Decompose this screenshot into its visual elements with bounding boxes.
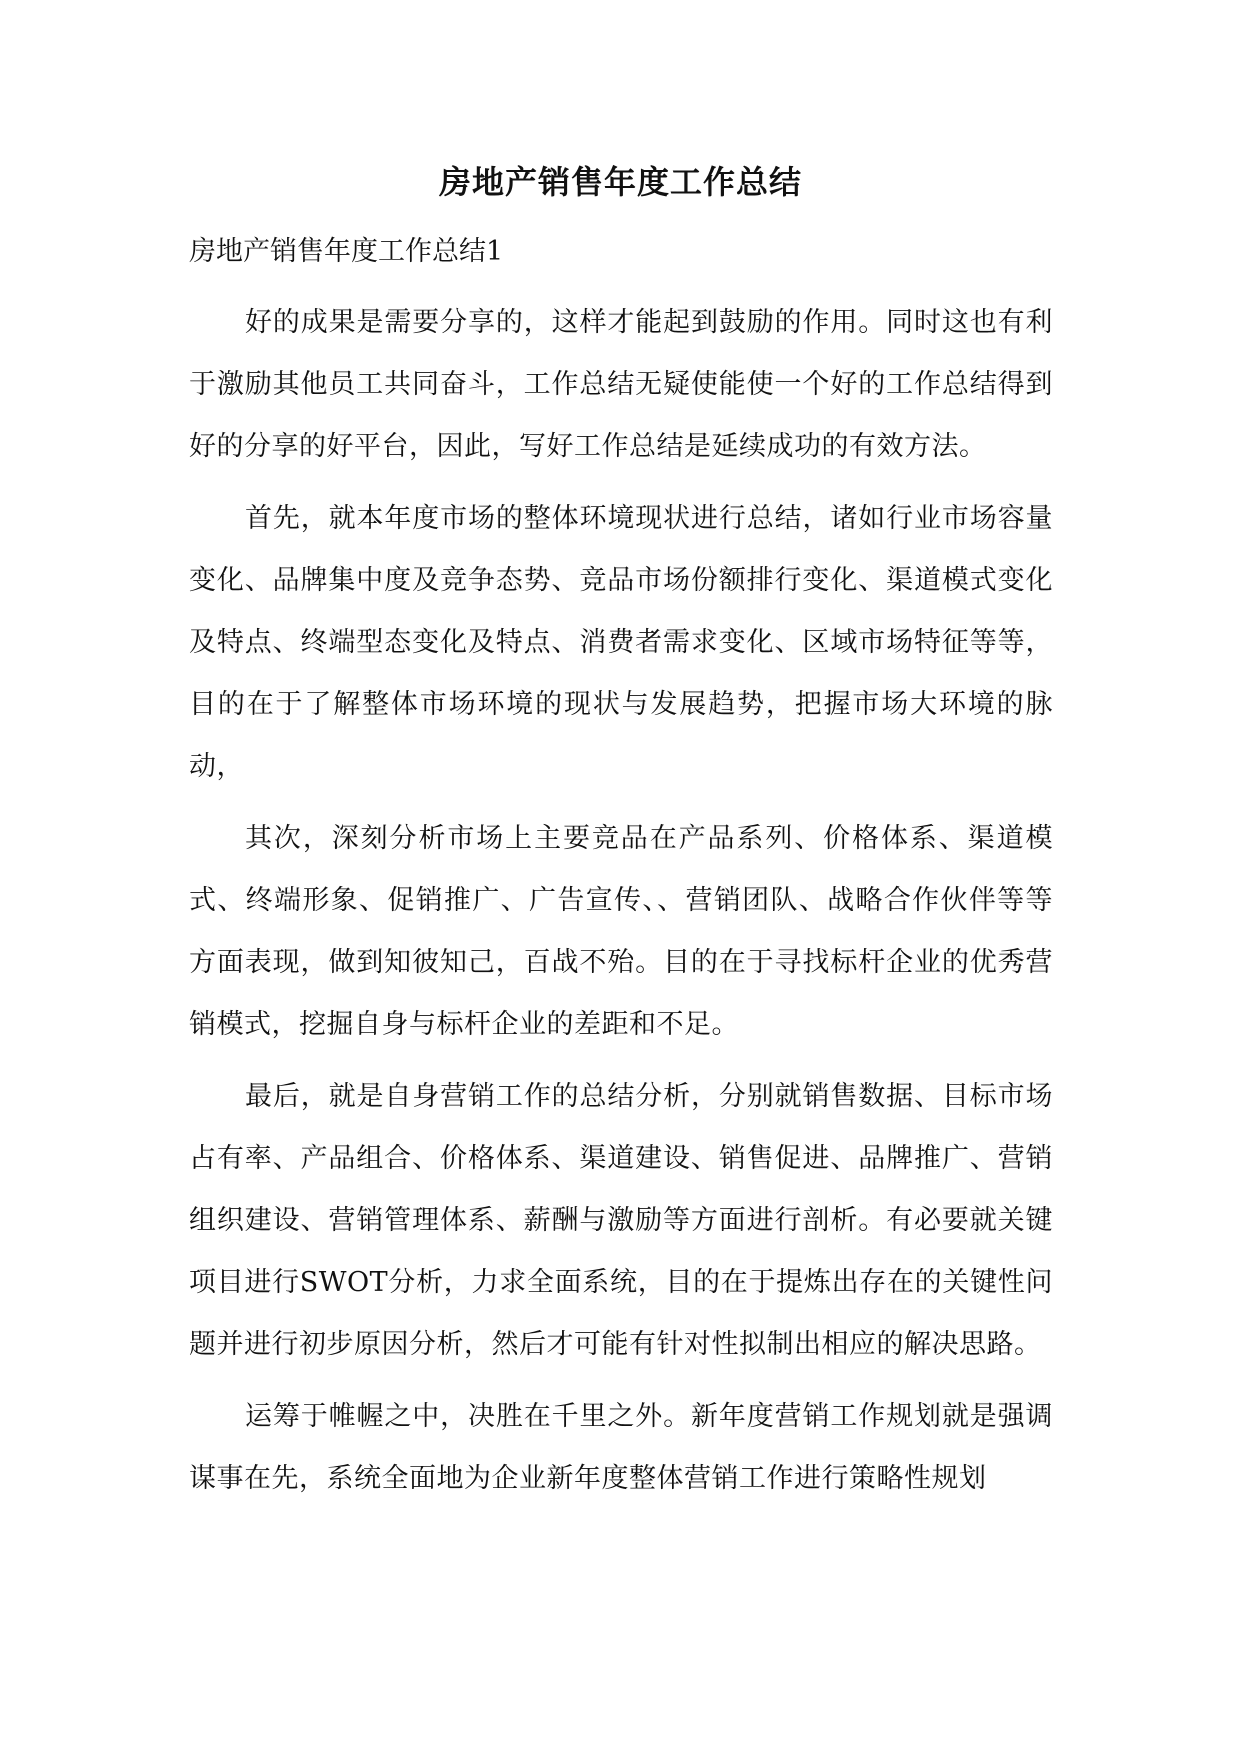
section-heading: 房地产销售年度工作总结1	[189, 236, 504, 267]
paragraph-1: 好的成果是需要分享的，这样才能起到鼓励的作用。同时这也有利于激励其他员工共同奋斗，工作总结无疑使能使一个好的工作总结得到好的分享的好平台，因此，写好工作总结是延续成功的有效方法。	[189, 307, 1053, 462]
paragraph-3: 其次，深刻分析市场上主要竞品在产品系列、价格体系、渠道模式、终端形象、促销推广、广告宣传、、营销团队、战略合作伙伴等等方面表现，做到知彼知己，百战不殆。目的在于寻找标杆企业的优秀营销模式，挖掘自身与标杆企业的差距和不足。	[189, 823, 1053, 1040]
document-body	[189, 292, 1053, 1520]
document-title: 房地产销售年度工作总结	[438, 163, 802, 201]
paragraph-5: 运筹于帷幄之中，决胜在千里之外。新年度营销工作规划就是强调谋事在先，系统全面地为企业新年度整体营销工作进行策略性规划	[189, 1401, 1053, 1494]
paragraph-2: 首先，就本年度市场的整体环境现状进行总结，诸如行业市场容量变化、品牌集中度及竞争态势、竞品市场份额排行变化、渠道模式变化及特点、终端型态变化及特点、消费者需求变化、区域市场特征等等，目的在于了解整体市场环境的现状与发展趋势，把握市场大环境的脉动，	[189, 503, 1053, 782]
paragraph-4: 最后，就是自身营销工作的总结分析，分别就销售数据、目标市场占有率、产品组合、价格体系、渠道建设、销售促进、品牌推广、营销组织建设、营销管理体系、薪酬与激励等方面进行剖析。有必要就关键项目进行SWOT分析，力求全面系统，目的在于提炼出存在的关键性问题并进行初步原因分析，然后才可能有针对性拟制出相应的解决思路。	[189, 1081, 1053, 1360]
